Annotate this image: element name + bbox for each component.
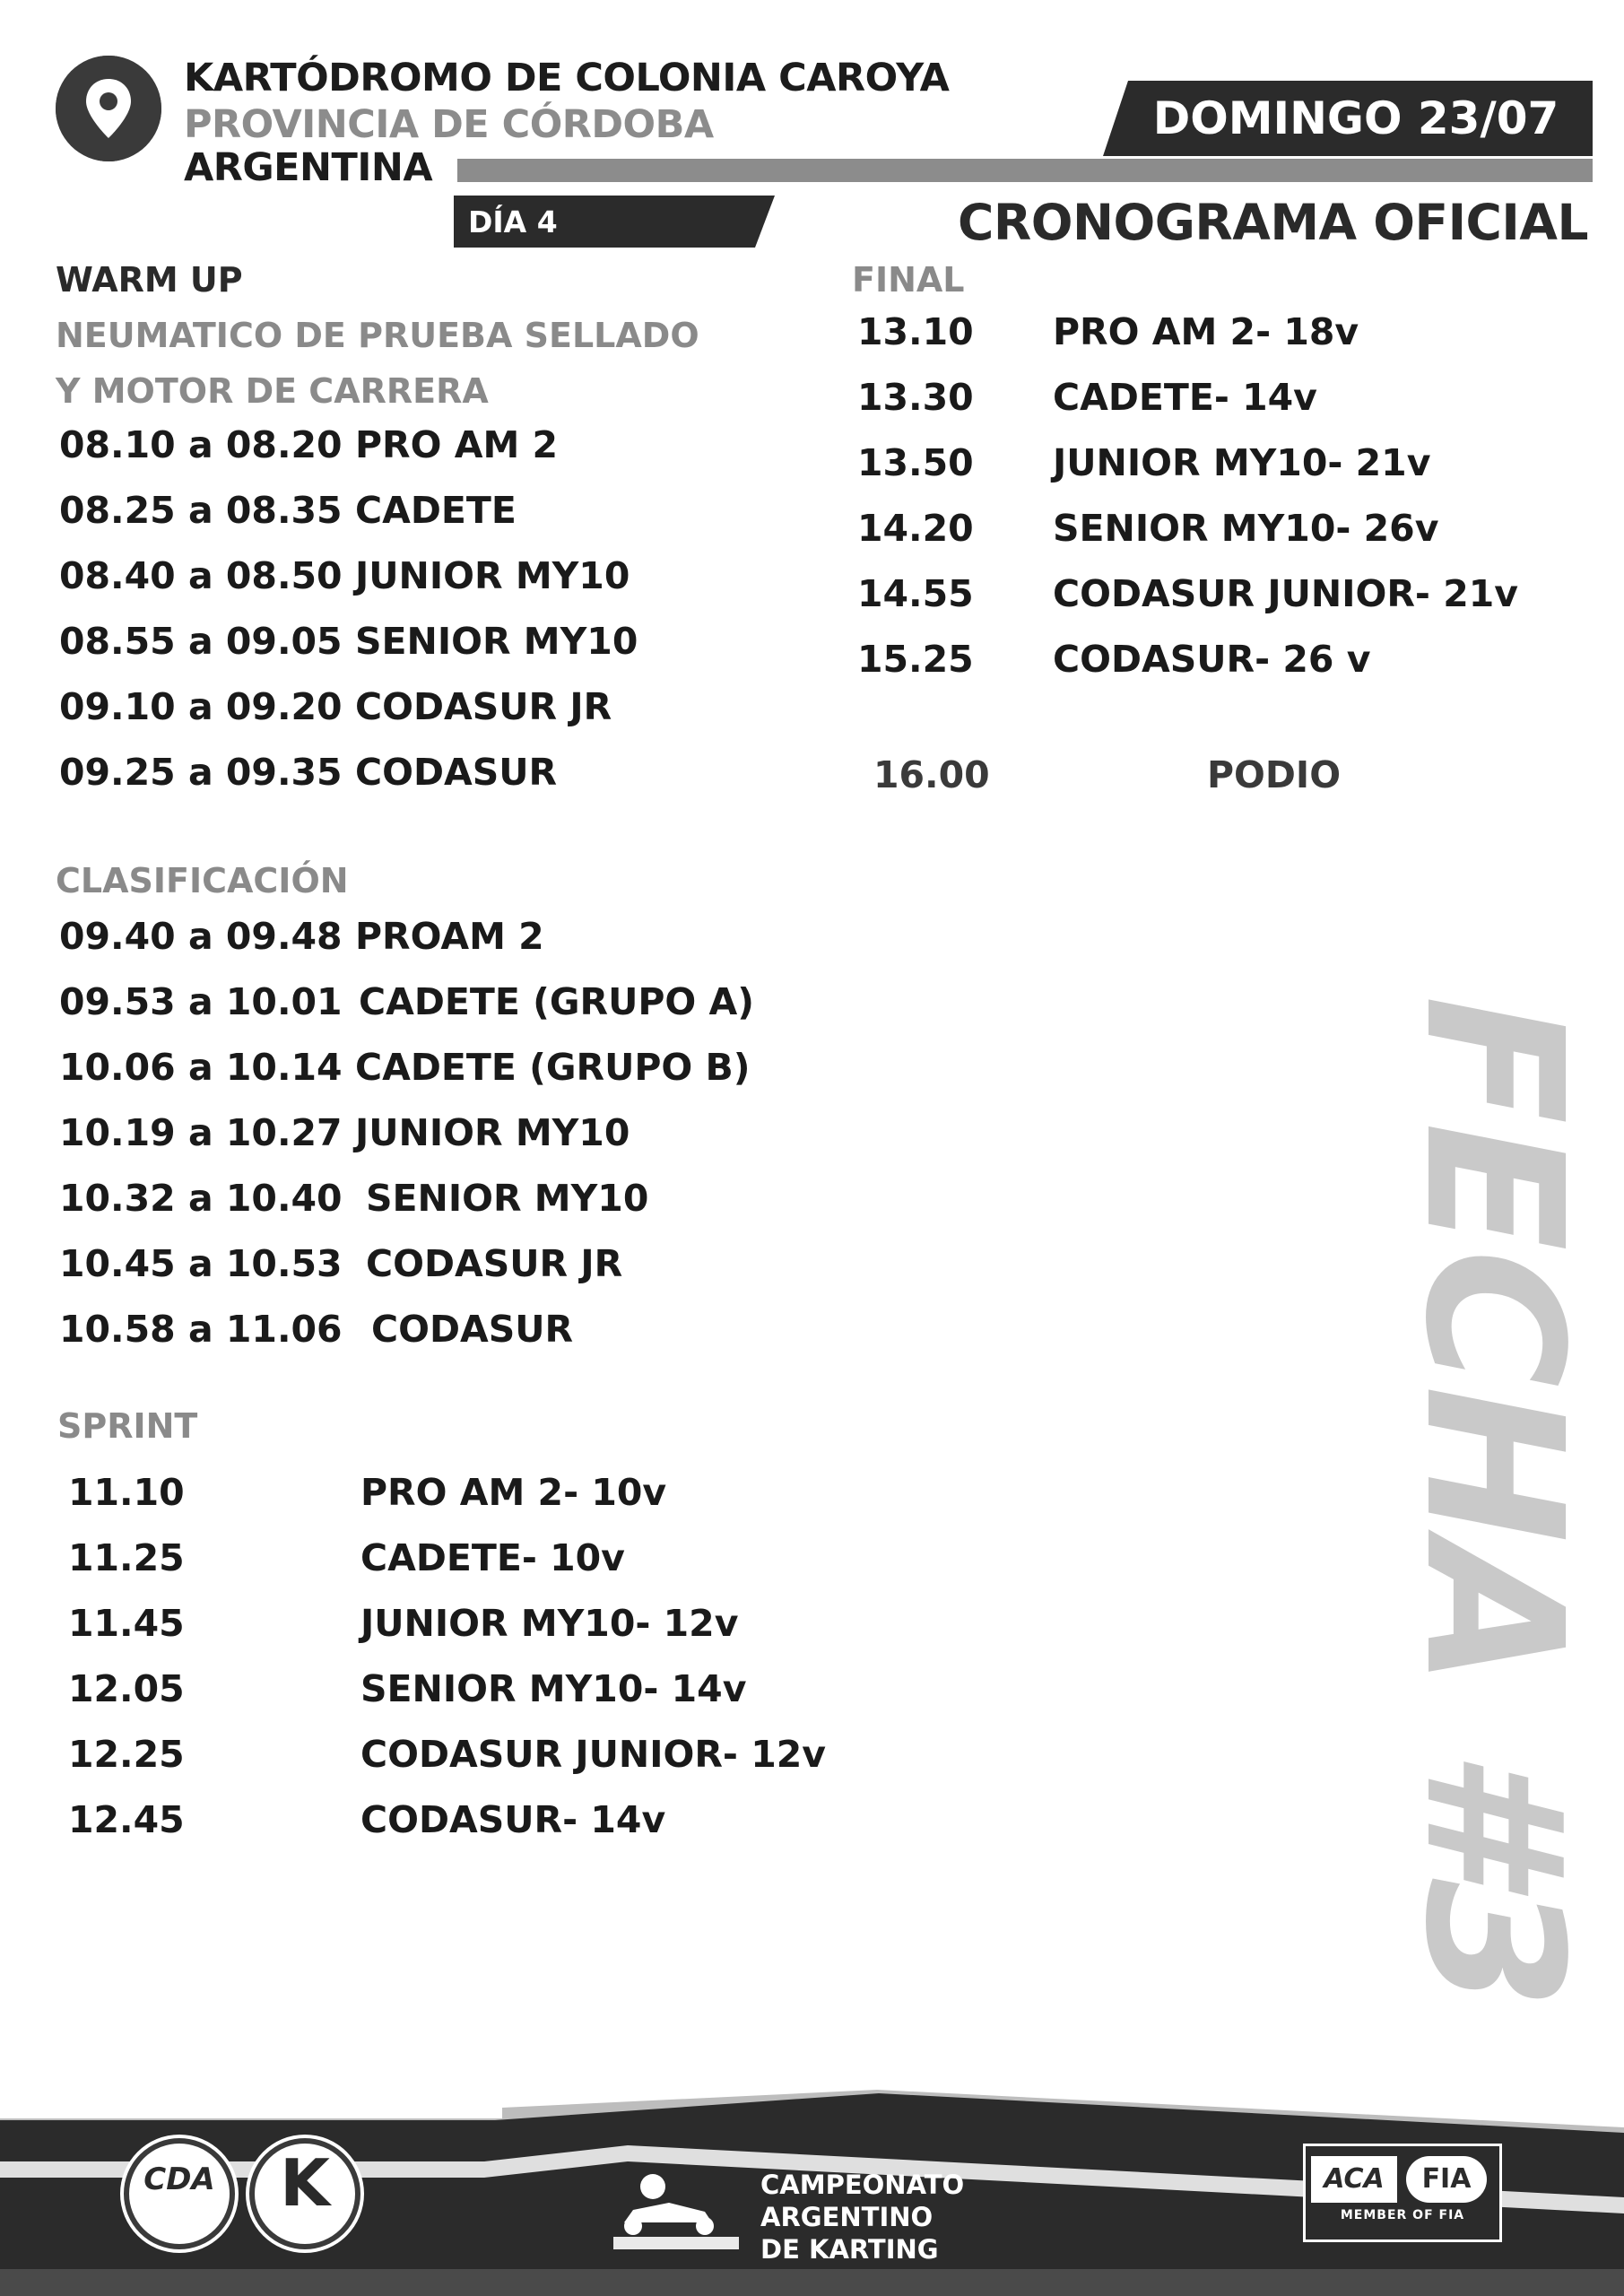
clasificacion-time: 10.58 a 11.06: [59, 1308, 343, 1351]
warmup-category: SENIOR MY10: [355, 620, 638, 663]
clasificacion-category: CODASUR JR: [366, 1242, 623, 1285]
warmup-time: 08.10 a 08.20: [59, 423, 343, 466]
clasificacion-category: CADETE (GRUPO A): [359, 980, 755, 1023]
warmup-subtitle-1: NEUMATICO DE PRUEBA SELLADO: [56, 316, 699, 355]
clasificacion-time: 09.40 a 09.48: [59, 915, 343, 958]
final-time: 15.25: [857, 638, 974, 681]
location-pin-icon: [56, 56, 161, 161]
final-time: 13.50: [857, 441, 974, 484]
final-time: 14.55: [857, 572, 974, 615]
warmup-time: 08.55 a 09.05: [59, 620, 343, 663]
fia-logo-text: FIA: [1406, 2156, 1487, 2203]
final-category: CODASUR JUNIOR- 21v: [1053, 572, 1518, 615]
final-category: PRO AM 2- 18v: [1053, 310, 1359, 353]
sprint-time: 12.25: [68, 1733, 185, 1776]
header-divider-bar: [457, 159, 1593, 182]
clasificacion-time: 10.06 a 10.14: [59, 1046, 343, 1089]
clasificacion-time: 10.32 a 10.40: [59, 1177, 343, 1220]
sprint-time: 12.45: [68, 1798, 185, 1841]
sprint-category: PRO AM 2- 10v: [360, 1471, 667, 1514]
clasificacion-time: 10.45 a 10.53: [59, 1242, 343, 1285]
sprint-category: JUNIOR MY10- 12v: [360, 1602, 739, 1645]
venue-name: KARTÓDROMO DE COLONIA CAROYA: [184, 56, 950, 100]
podio-time: 16.00: [873, 753, 990, 796]
final-time: 13.10: [857, 310, 974, 353]
warmup-category: CADETE: [355, 489, 517, 532]
sprint-time: 11.25: [68, 1536, 185, 1579]
final-category: JUNIOR MY10- 21v: [1053, 441, 1431, 484]
page-title: CRONOGRAMA OFICIAL: [958, 194, 1588, 251]
clasificacion-title: CLASIFICACIÓN: [56, 861, 349, 900]
event-day: DÍA 4: [468, 204, 558, 239]
championship-line-2: ARGENTINO: [760, 2202, 934, 2232]
aca-logo-text: ACA: [1311, 2156, 1397, 2203]
fia-member-text: MEMBER OF FIA: [1340, 2208, 1465, 2222]
podio-label: PODIO: [1207, 753, 1342, 796]
k-logo-text: K: [280, 2145, 330, 2221]
warmup-time: 09.10 a 09.20: [59, 685, 343, 728]
sprint-title: SPRINT: [57, 1406, 198, 1446]
warmup-category: PRO AM 2: [355, 423, 559, 466]
fecha-watermark: FECHA #3: [1384, 996, 1603, 2008]
venue-province: PROVINCIA DE CÓRDOBA: [184, 102, 714, 147]
clasificacion-time: 10.19 a 10.27: [59, 1111, 343, 1154]
final-title: FINAL: [852, 260, 965, 300]
clasificacion-category: JUNIOR MY10: [355, 1111, 630, 1154]
warmup-time: 08.40 a 08.50: [59, 554, 343, 597]
warmup-category: CODASUR: [355, 751, 558, 794]
cda-logo-text: CDA: [143, 2161, 215, 2197]
final-time: 14.20: [857, 507, 974, 550]
clasificacion-category: CODASUR: [371, 1308, 574, 1351]
final-category: CADETE- 14v: [1053, 376, 1317, 419]
sprint-time: 12.05: [68, 1667, 185, 1710]
final-time: 13.30: [857, 376, 974, 419]
final-category: CODASUR- 26 v: [1053, 638, 1371, 681]
clasificacion-category: SENIOR MY10: [366, 1177, 649, 1220]
warmup-title: WARM UP: [56, 260, 243, 300]
warmup-category: CODASUR JR: [355, 685, 612, 728]
sprint-category: CADETE- 10v: [360, 1536, 625, 1579]
warmup-category: JUNIOR MY10: [355, 554, 630, 597]
championship-line-1: CAMPEONATO: [760, 2170, 965, 2200]
clasificacion-category: PROAM 2: [355, 915, 544, 958]
sprint-category: SENIOR MY10- 14v: [360, 1667, 747, 1710]
warmup-time: 09.25 a 09.35: [59, 751, 343, 794]
clasificacion-time: 09.53 a 10.01: [59, 980, 343, 1023]
final-category: SENIOR MY10- 26v: [1053, 507, 1439, 550]
sprint-time: 11.10: [68, 1471, 185, 1514]
championship-line-3: DE KARTING: [760, 2234, 939, 2265]
event-date: DOMINGO 23/07: [1152, 92, 1559, 144]
sprint-time: 11.45: [68, 1602, 185, 1645]
championship-title: [760, 2169, 964, 2266]
karting-logo: [606, 2167, 746, 2257]
clasificacion-category: CADETE (GRUPO B): [355, 1046, 751, 1089]
sprint-category: CODASUR- 14v: [360, 1798, 666, 1841]
warmup-subtitle-2: Y MOTOR DE CARRERA: [56, 371, 489, 411]
venue-country: ARGENTINA: [184, 145, 433, 190]
warmup-time: 08.25 a 08.35: [59, 489, 343, 532]
sprint-category: CODASUR JUNIOR- 12v: [360, 1733, 826, 1776]
